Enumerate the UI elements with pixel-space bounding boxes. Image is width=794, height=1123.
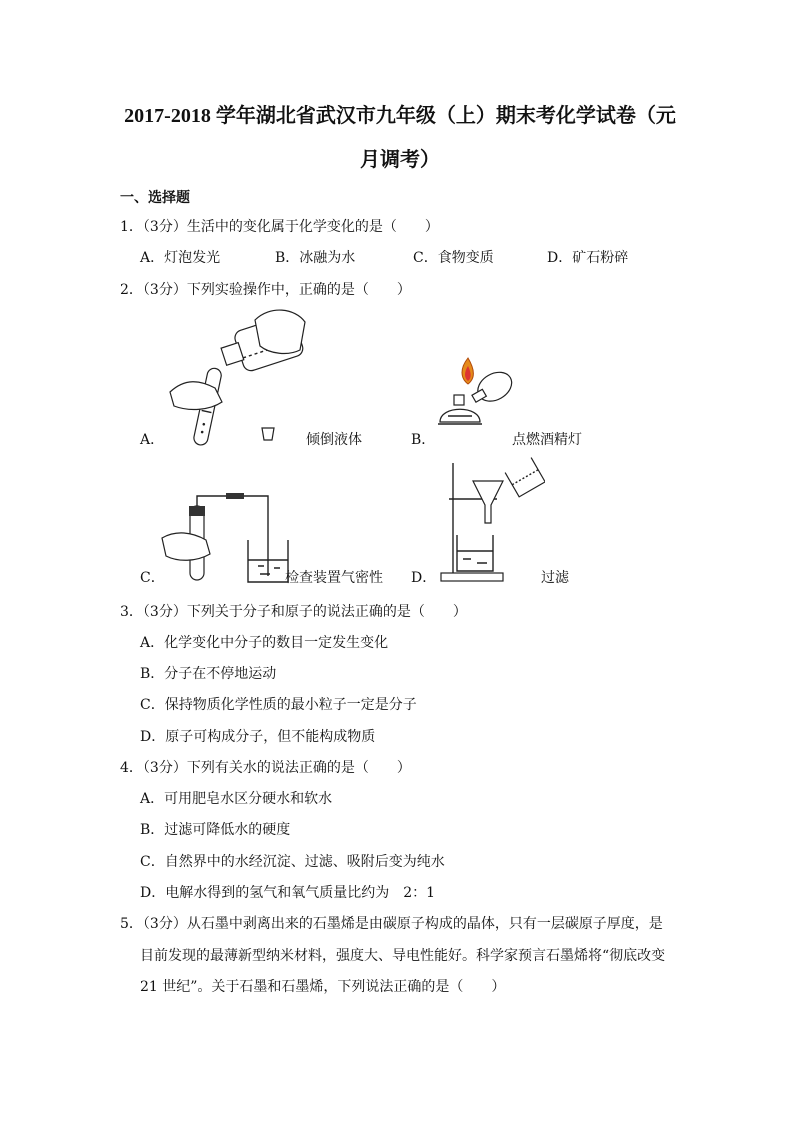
question-5-line3: 21 世纪”。关于石墨和石墨烯，下列说法正确的是（ ） — [140, 979, 506, 995]
section-heading: 一、选择题 — [120, 190, 190, 206]
question-4-option-c: C．自然界中的水经沉淀、过滤、吸附后变为纯水 — [140, 854, 445, 870]
airtightness-check-illustration — [158, 488, 293, 586]
pouring-liquid-illustration — [160, 300, 310, 450]
page-title-line2: 月调考） — [360, 149, 440, 171]
question-4-option-a: A．可用肥皂水区分硬水和软水 — [140, 791, 333, 807]
question-1-option-d: D．矿石粉碎 — [547, 250, 629, 266]
filtration-illustration — [435, 455, 545, 583]
question-1-stem: 1．（3分）生活中的变化属于化学变化的是（ ） — [120, 219, 439, 235]
question-1-option-b: B．冰融为水 — [275, 250, 356, 266]
question-2-stem: 2．（3分）下列实验操作中，正确的是（ ） — [120, 282, 411, 298]
question-2-option-c-caption: 检查装置气密性 — [285, 570, 383, 586]
question-3-option-b: B．分子在不停地运动 — [140, 666, 277, 682]
question-5-line2: 目前发现的最薄新型纳米材料，强度大、导电性能好。科学家预言石墨烯将“彻底改变 — [140, 948, 666, 964]
question-2-option-d-letter: D． — [411, 570, 437, 586]
question-3-option-c: C．保持物质化学性质的最小粒子一定是分子 — [140, 697, 417, 713]
page-title-line1: 2017-2018 学年湖北省武汉市九年级（上）期末考化学试卷（元 — [124, 105, 676, 127]
question-3-option-d: D．原子可构成分子，但不能构成物质 — [140, 729, 376, 745]
question-2-option-d-caption: 过滤 — [541, 570, 569, 586]
question-2-option-c-letter: C． — [140, 570, 165, 586]
question-2-option-a-letter: A． — [140, 432, 165, 448]
question-2-option-b-letter: B． — [411, 432, 436, 448]
question-3-option-a: A．化学变化中分子的数目一定发生变化 — [140, 635, 389, 651]
question-1-option-c: C．食物变质 — [413, 250, 494, 266]
lighting-alcohol-lamp-illustration — [430, 350, 520, 435]
question-4-option-d: D．电解水得到的氢气和氧气质量比约为 2：1 — [140, 885, 436, 901]
question-4-option-b: B．过滤可降低水的硬度 — [140, 822, 291, 838]
question-4-stem: 4．（3分）下列有关水的说法正确的是（ ） — [120, 760, 411, 776]
question-2-option-b-caption: 点燃酒精灯 — [512, 432, 582, 448]
question-2-option-a-caption: 倾倒液体 — [306, 432, 362, 448]
question-5-line1: 5．（3分）从石墨中剥离出来的石墨烯是由碳原子构成的晶体，只有一层碳原子厚度，是 — [120, 916, 663, 932]
question-1-option-a: A．灯泡发光 — [140, 250, 221, 266]
question-3-stem: 3．（3分）下列关于分子和原子的说法正确的是（ ） — [120, 604, 467, 620]
